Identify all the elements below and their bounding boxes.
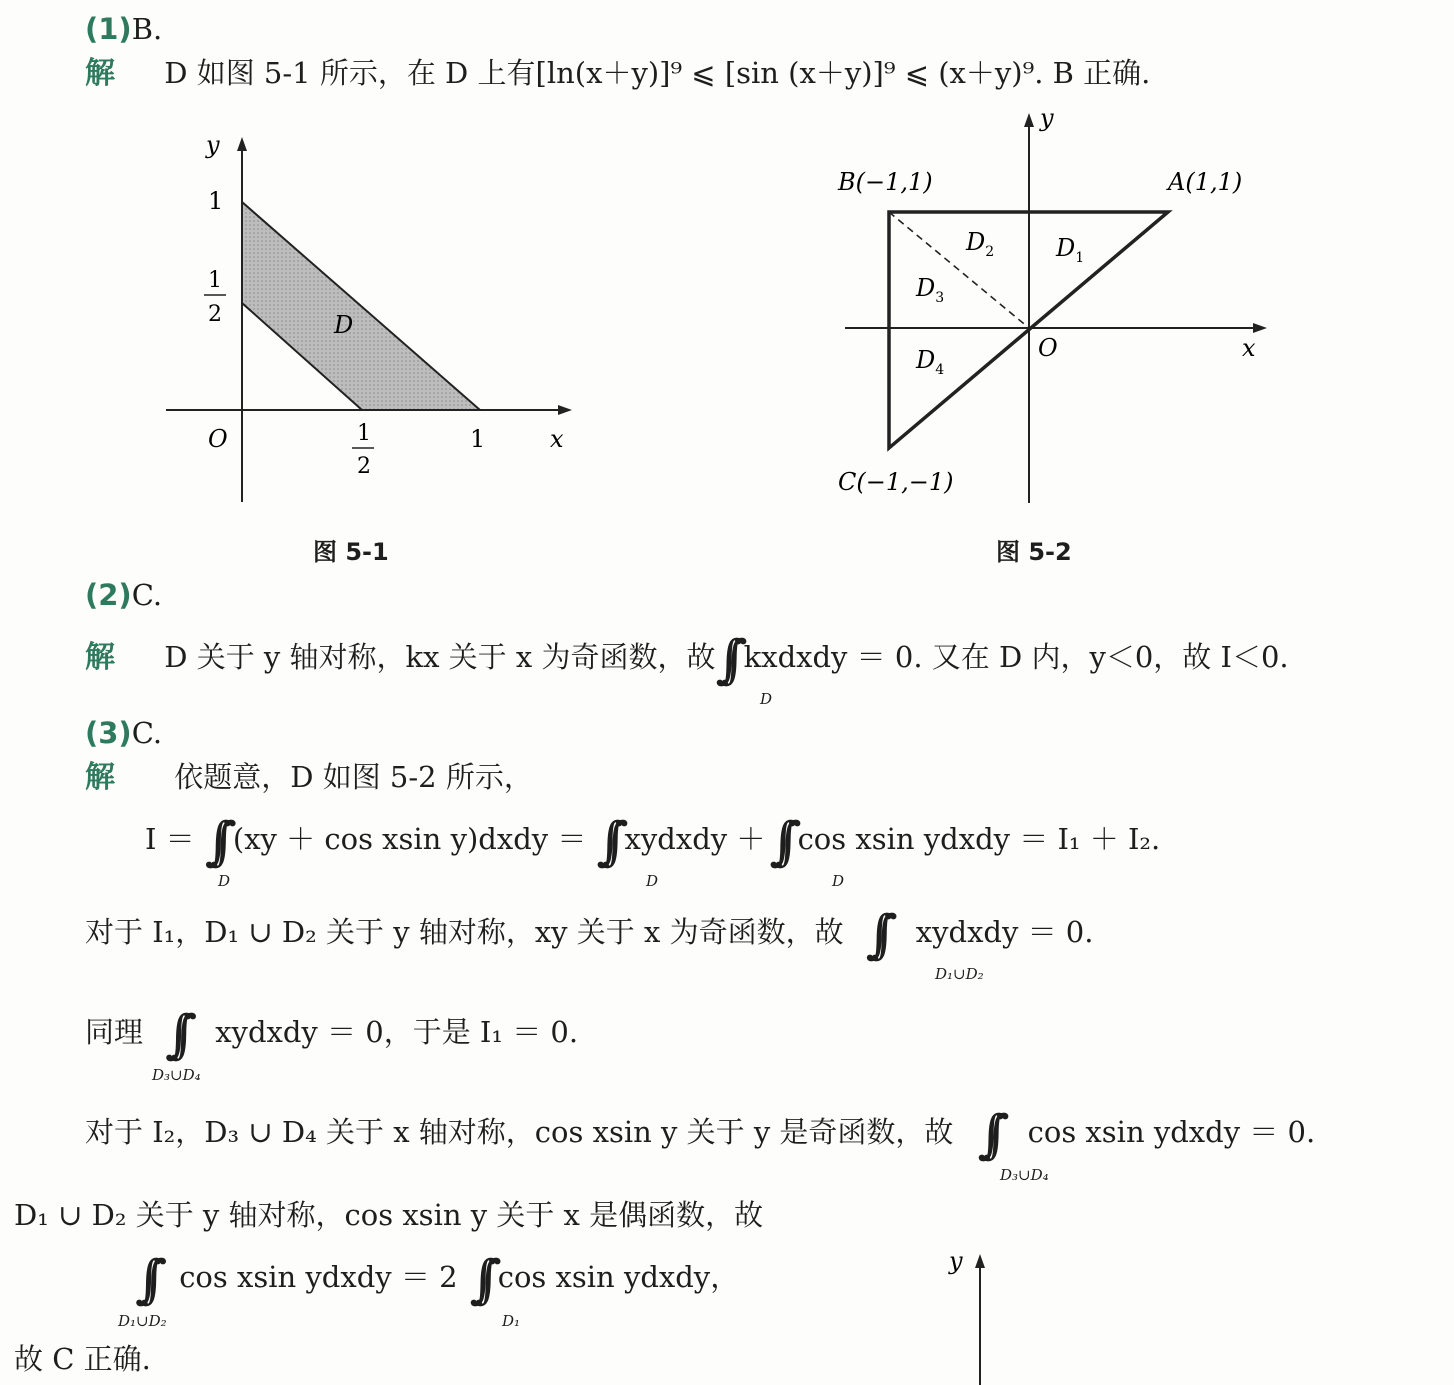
domain-d1: D₁ [502,1312,521,1330]
q1-heading [85,12,162,46]
svg-text:D1 [1055,234,1084,266]
q1-answer: B. [131,12,163,46]
region-d2-label: D [966,228,986,256]
point-b-label: B(−1,1) [838,168,933,196]
q3-text-7-b: cos xsin ydxdy， [497,1260,740,1294]
svg-text:D4 [915,346,944,378]
q2-number: (2) [85,578,132,612]
region-d4-label: D [916,346,936,374]
region-d [242,202,480,410]
q3-line-8: 故 C 正确. [14,1342,151,1376]
q3-text-3-pre: 对于 I₁，D₁ ∪ D₂ 关于 y 轴对称，xy 关于 x 为奇函数，故 [85,915,844,949]
double-integral-sign: ∫∫ [204,812,215,872]
origin-label: O [208,425,228,453]
double-integral-sign: ∫∫ [977,1105,988,1165]
q3-text-5-post: cos xsin ydxdy ＝ 0. [1027,1115,1316,1149]
q3-text-7-a: cos xsin ydxdy ＝ 2 [179,1260,458,1294]
figure-5-2 [830,104,1290,510]
svg-text:D2 [965,228,994,260]
double-integral-sign: ∫∫ [715,630,726,690]
double-integral-sign: ∫∫ [469,1250,480,1310]
y-axis-label: y [1040,104,1054,132]
q3-line-3 [85,905,1094,965]
point-c-label: C(−1,−1) [838,468,954,496]
region-d1-sub: 1 [1075,250,1085,266]
eq-domain-3: D [832,872,845,890]
figure-partial [945,1245,1005,1385]
q3-line-1 [85,760,533,795]
q3-text-4-post: xydxdy ＝ 0，于是 I₁ ＝ 0. [215,1015,579,1049]
domain-d1-d2: D₁∪D₂ [935,965,984,983]
y-axis-label: y [206,131,220,159]
q2-answer: C. [131,578,163,612]
x-axis-label: x [550,425,564,453]
eq-part-a: (xy ＋ cos xsin y)dxdy ＝ [232,822,587,856]
eq-domain-1: D [218,872,231,890]
q3-line-7 [135,1250,740,1310]
domain-d3-d4: D₃∪D₄ [152,1066,201,1084]
q3-line-6: D₁ ∪ D₂ 关于 y 轴对称，cos xsin y 关于 x 是偶函数，故 [14,1198,764,1232]
region-d4-sub: 4 [935,362,945,378]
q2-heading [85,578,162,612]
solution-marker: 解 [85,56,115,91]
domain-d3-d4-b: D₃∪D₄ [1000,1166,1049,1184]
q1-solution [85,56,1150,91]
domain-d1-d2-b: D₁∪D₂ [118,1312,167,1330]
eq-part-b: xydxdy ＋ [624,822,766,856]
q3-equation [145,812,1161,872]
q2-solution [85,630,1289,690]
double-integral-sign: ∫∫ [865,905,876,965]
q1-solution-text: D 如图 5-1 所示，在 D 上有[ln(x＋y)]⁹ ⩽ [sin (x＋y)]⁹ ⩽ (x＋y)⁹. B 正确. [164,56,1151,90]
region-d-label: D [334,311,354,339]
double-integral-sign: ∫∫ [769,812,780,872]
origin-label: O [1038,334,1058,362]
region-d3-sub: 3 [935,290,945,306]
q3-answer: C. [131,716,163,750]
q1-number: (1) [85,12,132,46]
figure-5-2-caption: 图 5-2 [996,538,1072,566]
q3-line-5 [85,1105,1316,1165]
solution-marker: 解 [85,640,115,675]
solution-marker: 解 [85,760,115,795]
y-axis-label: y [949,1247,963,1275]
region-d2-sub: 2 [985,244,995,260]
y-tick-half-den: 2 [208,302,222,327]
x-tick-half-den: 2 [357,454,371,479]
double-integral-sign: ∫∫ [596,812,607,872]
eq-domain-2: D [646,872,659,890]
figure-5-1 [160,131,580,515]
q2-integral-domain: D [760,690,773,708]
double-integral-sign: ∫∫ [135,1250,146,1310]
q3-text-4-pre: 同理 [85,1015,144,1049]
q2-text-pre: D 关于 y 轴对称，kx 关于 x 为奇函数，故 [164,640,716,674]
q3-number: (3) [85,716,132,750]
q3-heading [85,716,162,750]
y-tick-half-num: 1 [208,268,222,293]
x-axis-label: x [1242,334,1256,362]
double-integral-sign: ∫∫ [165,1005,176,1065]
point-a-label: A(1,1) [1168,168,1243,196]
q3-text-5-pre: 对于 I₂，D₃ ∪ D₄ 关于 x 轴对称，cos xsin y 关于 y 是奇函数，故 [85,1115,954,1149]
diagonal-bo [889,212,1029,328]
q3-text-1: 依题意，D 如图 5-2 所示， [174,760,533,794]
q3-text-3-post: xydxdy ＝ 0. [915,915,1094,949]
figure-5-1-caption: 图 5-1 [313,538,389,566]
svg-text:D3 [915,274,944,306]
q3-line-4 [85,1005,579,1065]
y-tick-1: 1 [208,187,224,215]
eq-i: I ＝ [145,822,195,856]
x-tick-half-num: 1 [357,421,371,446]
x-tick-1: 1 [470,425,486,453]
q2-text-post: kxdxdy ＝ 0. 又在 D 内，y＜0，故 I＜0. [743,640,1289,674]
eq-part-c: cos xsin ydxdy ＝ I₁ ＋ I₂. [797,822,1161,856]
region-d3-label: D [916,274,936,302]
region-d1-label: D [1056,234,1076,262]
